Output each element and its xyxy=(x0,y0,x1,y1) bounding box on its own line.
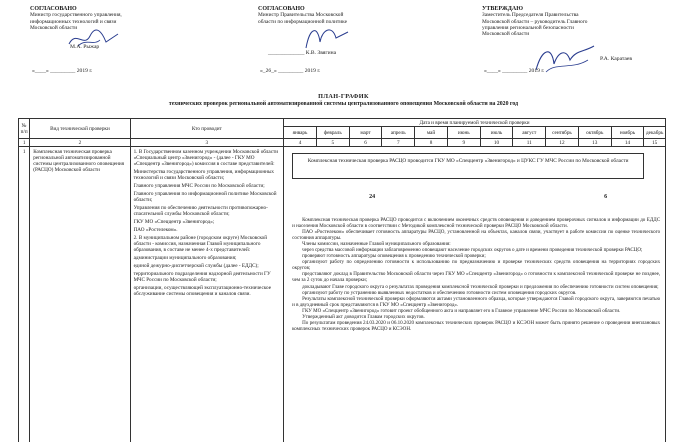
column-number: 12 xyxy=(546,139,579,147)
description-paragraph: ПАО «Ростелеком» обеспечивает готовность аппаратуры РАСЦО, установленной на объектах, каналов связи, участвует в работе комиссии по оценке технического состояния аппаратуры. xyxy=(292,229,661,242)
check-description xyxy=(292,217,660,332)
description-paragraph: ГКУ МО «Спеццентр «Звенигород» готовит проект обобщенного акта и направляет его в Главное управление МЧС России по Московской области. xyxy=(302,307,621,314)
approval-date: «_26_» _________ 2019 г. xyxy=(260,68,321,74)
column-number: 14 xyxy=(611,139,644,147)
month-header: июль xyxy=(480,127,513,139)
conductor-item: 2. В муниципальном районе (городском округе) Московской области - комиссия, назначенная Главой муниципального образования, в составе не менее 4-х представителей: xyxy=(133,235,268,253)
approval-line: управления региональной безопасности xyxy=(482,24,574,31)
check-type-cell: Комплексная техническая проверка региональной автоматизированной системы централизованного оповещения (РАСЦО) Московской области xyxy=(30,147,130,442)
description-paragraph: По результатам проведения 24.03.2020 и 06.10.2020 комплексных технических проверок РАСЦО и КСЭОН может быть принято решение о проведении внеплановых комплексных технических проверок РАСЦО и КСЭОН. xyxy=(292,319,661,332)
month-header: май xyxy=(415,127,448,139)
description-paragraph: Комплексная техническая проверка РАСЦО проводится с включением оконечных средств оповещения и доведением проверочных сигналов и информации до ЕДДС и населения Московской области в соответствии с Методикой комплексной технической проверки РАСЦО Московской области. xyxy=(292,217,661,230)
description-paragraph: представляют доклад в Правительство Московской области через ГКУ МО «Спеццентр «Звенигород» о готовности к комплексной технической проверке не позднее, чем за 2 суток до начала проверки; xyxy=(292,271,661,284)
header-num: № п/п xyxy=(19,119,30,139)
schedule-body-cell xyxy=(284,147,666,442)
conductor-item: Министерства государственного управления, информационных технологий и связи Московской области; xyxy=(133,169,275,181)
month-header: январь xyxy=(284,127,317,139)
description-paragraph: Результаты комплексной технической проверки оформляются актами установленного образца, которые утверждаются Главой городского округа, заверяются печатью и в двухдневный срок представляются в ГКУ МО «Спеццентр «Звенигород». xyxy=(292,295,661,308)
approval-block-ministry-it xyxy=(30,6,170,74)
conductor-item: единой дежурно-диспетчерской службы (далее - ЕДДС); xyxy=(133,263,259,269)
approval-signer: Р.А. Каратаев xyxy=(600,56,633,62)
column-number: 13 xyxy=(578,139,611,147)
conductor-item: Управления по обеспечению деятельности противопожарно-спасательной службы Московской области; xyxy=(133,205,268,217)
conductor-item: 1. В Государственном казенном учреждении Московской области «Специальный центр «Звенигород» - (далее - ГКУ МО «Спеццентр «Звенигород») комиссия в составе представителей: xyxy=(133,149,279,167)
header-date-time: Дата и время планируемой технической проверки xyxy=(284,119,666,127)
approval-signer: _____________ К.В. Звягина xyxy=(268,50,337,56)
month-header: октябрь xyxy=(578,127,611,139)
conductor-item: администрации муниципального образования; xyxy=(133,255,237,261)
column-number: 15 xyxy=(644,139,666,147)
schedule-table xyxy=(18,118,666,442)
approval-signer: М.А. Рыжар xyxy=(70,44,100,50)
month-header: ноябрь xyxy=(611,127,644,139)
conductor-item: ПАО «Ростелеком». xyxy=(133,227,178,233)
check-summary-box: Комплексная техническая проверка РАСЦО проводится ГКУ МО «Спеццентр «Звенигород» и ЦУКС ГУ МЧС России по Московской области xyxy=(292,153,644,179)
month-header: декабрь xyxy=(644,127,666,139)
approval-block-approved xyxy=(482,6,652,74)
column-number: 5 xyxy=(316,139,349,147)
approval-date: «____» _________ 2019 г. xyxy=(32,68,93,74)
handwritten-signature xyxy=(302,22,352,52)
row-number: 1 xyxy=(19,147,30,442)
column-number: 9 xyxy=(447,139,480,147)
column-number: 7 xyxy=(382,139,415,147)
month-header: февраль xyxy=(316,127,349,139)
approval-line: Министр Правительства Московской xyxy=(258,12,344,19)
description-paragraph: через средства массовой информации заблаговременно оповещают население городских округов о дате и времени проведения технической проверки РАСЦО; xyxy=(302,247,643,254)
approval-line: Московской области xyxy=(30,24,78,31)
header-check-type: Вид технической проверки xyxy=(30,119,130,139)
column-number: 10 xyxy=(480,139,513,147)
column-number: 11 xyxy=(513,139,546,147)
month-header: апрель xyxy=(382,127,415,139)
document-title xyxy=(0,93,687,107)
plan-subtitle: технических проверок региональной автоматизированной системы централизованного оповещения Московской области на 2020 год xyxy=(168,101,519,107)
month-header: сентябрь xyxy=(546,127,579,139)
description-paragraph: докладывают Главе городского округа о результатах проведения комплексной технической проверки и предложения по обеспечению готовности систем оповещения; xyxy=(302,283,659,290)
table-row xyxy=(19,147,666,442)
approval-line: Министр государственного управления, xyxy=(30,12,122,19)
description-paragraph: организуют работу по определению готовности к использованию по предназначению и проверке технических средств оповещения на территориях городских округов; xyxy=(292,259,661,272)
column-number: 3 xyxy=(130,139,284,147)
conductors-cell xyxy=(130,147,284,442)
conductor-item: территориального подразделения надзорной деятельности ГУ МЧС России по Московской области; xyxy=(133,271,271,283)
column-number: 1 xyxy=(19,139,30,147)
month-header: август xyxy=(513,127,546,139)
october-date: 6 xyxy=(604,194,608,200)
column-number: 6 xyxy=(349,139,382,147)
column-number: 4 xyxy=(284,139,317,147)
conductor-item: организации, осуществляющей эксплуатационно-техническое обслуживание системы оповещения и каналов связи. xyxy=(133,285,271,297)
approval-header: УТВЕРЖДАЮ xyxy=(482,6,524,12)
conductor-item: Главного управления МЧС России по Московской области; xyxy=(133,183,265,189)
approval-header: СОГЛАСОВАНО xyxy=(30,6,77,12)
approval-date: «____» _________ 2019 г. xyxy=(484,68,545,74)
approval-line: области по информационной политике xyxy=(258,18,347,25)
approval-line: информационных технологий и связи xyxy=(30,18,117,25)
approval-line: Московской области xyxy=(482,31,530,38)
column-number: 2 xyxy=(30,139,130,147)
approval-block-information-policy xyxy=(258,6,398,74)
approval-header: СОГЛАСОВАНО xyxy=(258,6,305,12)
description-paragraph: Члены комиссии, назначенные Главой муниципального образования: xyxy=(302,241,451,248)
approval-line: Заместитель Председателя Правительства xyxy=(482,12,579,19)
month-header: март xyxy=(349,127,382,139)
column-number: 8 xyxy=(415,139,448,147)
description-paragraph: Утвержденный акт доводится Главам городских округов. xyxy=(302,313,425,320)
conductor-item: ГКУ МО «Спеццентр «Звенигород»; xyxy=(133,219,215,225)
conductor-item: Главного управления по информационной политике Московской области; xyxy=(133,191,277,203)
description-paragraph: проверяют готовность аппаратуры оповещения к проведению технической проверки; xyxy=(302,253,486,260)
month-header: июнь xyxy=(447,127,480,139)
description-paragraph: организуют работу по устранению выявленных недостатков и обеспечению готовности систем оповещения городских округов. xyxy=(302,289,577,296)
march-date: 24 xyxy=(369,194,376,200)
approval-line: Московской области – руководитель Главного xyxy=(482,18,588,25)
plan-title: ПЛАН-ГРАФИК xyxy=(318,93,369,100)
header-who-conducts: Кто проводит xyxy=(130,119,284,139)
